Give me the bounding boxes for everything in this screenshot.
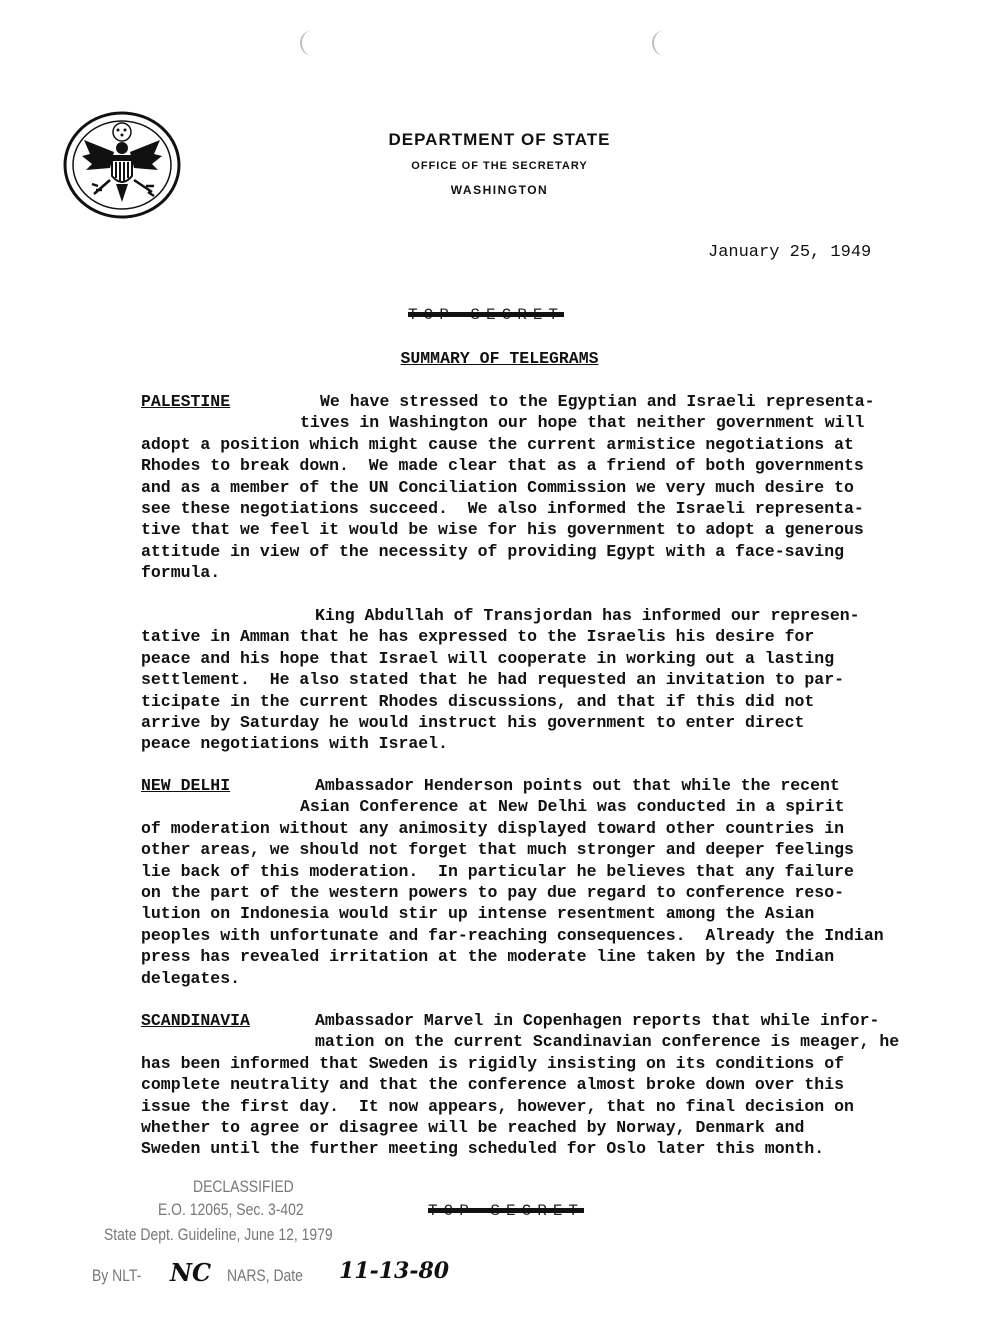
page-title: SUMMARY OF TELEGRAMS xyxy=(400,349,599,368)
punch-hole-right xyxy=(652,30,668,56)
classification-top: TOP SECRET xyxy=(408,306,565,324)
palestine-para2-line: ticipate in the current Rhodes discussions, and that if this did not xyxy=(141,691,815,711)
new-delhi-line: lution on Indonesia would stir up intense resentment among the Asian xyxy=(141,904,815,924)
palestine-para1-line: tives in Washington our hope that neither government will xyxy=(300,413,865,433)
new-delhi-line: delegates. xyxy=(141,968,241,988)
scandinavia-line: Sweden until the further meeting scheduled for Oslo later this month. xyxy=(141,1139,825,1159)
palestine-para2-line: settlement. He also stated that he had requested an invitation to par- xyxy=(141,670,845,690)
new-delhi-line: other areas, we should not forget that much stronger and deeper feelings xyxy=(141,840,854,860)
palestine-para2-line: arrive by Saturday he would instruct his government to enter direct xyxy=(141,713,805,733)
palestine-para2-line: tative in Amman that he has expressed to the Israelis his desire for xyxy=(141,627,815,647)
palestine-para2-line: King Abdullah of Transjordan has informed our represen- xyxy=(315,606,860,625)
letterhead-city: WASHINGTON xyxy=(450,183,549,197)
punch-hole-left xyxy=(300,30,316,56)
new-delhi-line: Asian Conference at New Delhi was conducted in a spirit xyxy=(300,797,845,817)
new-delhi-line: press has revealed irritation at the moderate line taken by the Indian xyxy=(141,947,835,967)
declass-nars-date-label: NARS, Date xyxy=(227,1266,303,1285)
palestine-para1-line: see these negotiations succeed. We also informed the Israeli representa- xyxy=(141,499,864,519)
palestine-para1-line: and as a member of the UN Conciliation Commission we very much desire to xyxy=(141,477,854,497)
declass-initials: NC xyxy=(170,1258,212,1287)
scandinavia-line: mation on the current Scandinavian conference is meager, he xyxy=(315,1032,900,1052)
letterhead-department: DEPARTMENT OF STATE xyxy=(388,130,611,149)
section-heading-palestine: PALESTINE xyxy=(141,392,231,411)
section-palestine-para2 xyxy=(141,605,941,755)
new-delhi-line: lie back of this moderation. In particular he believes that any failure xyxy=(141,861,854,881)
scandinavia-line: whether to agree or disagree will be reached by Norway, Denmark and xyxy=(141,1118,805,1138)
section-scandinavia xyxy=(141,1010,941,1160)
classification-bottom: TOP SECRET xyxy=(428,1202,585,1220)
scandinavia-line: complete neutrality and that the conference almost broke down over this xyxy=(141,1075,845,1095)
scandinavia-line: issue the first day. It now appears, however, that no final decision on xyxy=(141,1096,854,1116)
declass-line-2: E.O. 12065, Sec. 3-402 xyxy=(158,1200,304,1219)
section-heading-new-delhi: NEW DELHI xyxy=(141,776,231,795)
letterhead-office: OFFICE OF THE SECRETARY xyxy=(411,160,588,172)
palestine-para1-line: attitude in view of the necessity of providing Egypt with a face-saving xyxy=(141,541,845,561)
section-new-delhi xyxy=(141,775,941,989)
new-delhi-line: peoples with unfortunate and far-reaching consequences. Already the Indian xyxy=(141,925,884,945)
new-delhi-line: on the part of the western powers to pay due regard to conference reso- xyxy=(141,883,845,903)
palestine-para1-line: We have stressed to the Egyptian and Israeli representa- xyxy=(221,392,875,411)
new-delhi-line: Ambassador Henderson points out that while the recent xyxy=(315,776,840,795)
palestine-para1-line: tive that we feel it would be wise for his government to adopt a generous xyxy=(141,520,864,540)
palestine-para1-line: formula. xyxy=(141,563,221,583)
scandinavia-line: Ambassador Marvel in Copenhagen reports that while infor- xyxy=(315,1011,880,1030)
declass-line-1: DECLASSIFIED xyxy=(193,1177,294,1196)
palestine-para2-line: peace and his hope that Israel will cooperate in working out a lasting xyxy=(141,648,835,668)
palestine-para1-line: Rhodes to break down. We made clear that as a friend of both governments xyxy=(141,456,864,476)
section-heading-scandinavia: SCANDINAVIA xyxy=(141,1011,250,1030)
palestine-para2-line: peace negotiations with Israel. xyxy=(141,734,448,754)
scandinavia-line: has been informed that Sweden is rigidly insisting on its conditions of xyxy=(141,1053,845,1073)
palestine-para1-line: adopt a position which might cause the current armistice negotiations at xyxy=(141,434,854,454)
document-date: January 25, 1949 xyxy=(708,243,872,262)
new-delhi-line: of moderation without any animosity displayed toward other countries in xyxy=(141,818,845,838)
declass-handwritten-date: 11-13-80 xyxy=(339,1258,450,1284)
declass-line-3: State Dept. Guideline, June 12, 1979 xyxy=(104,1225,333,1244)
declass-by-prefix: By NLT- xyxy=(92,1266,142,1285)
section-palestine xyxy=(141,391,941,584)
